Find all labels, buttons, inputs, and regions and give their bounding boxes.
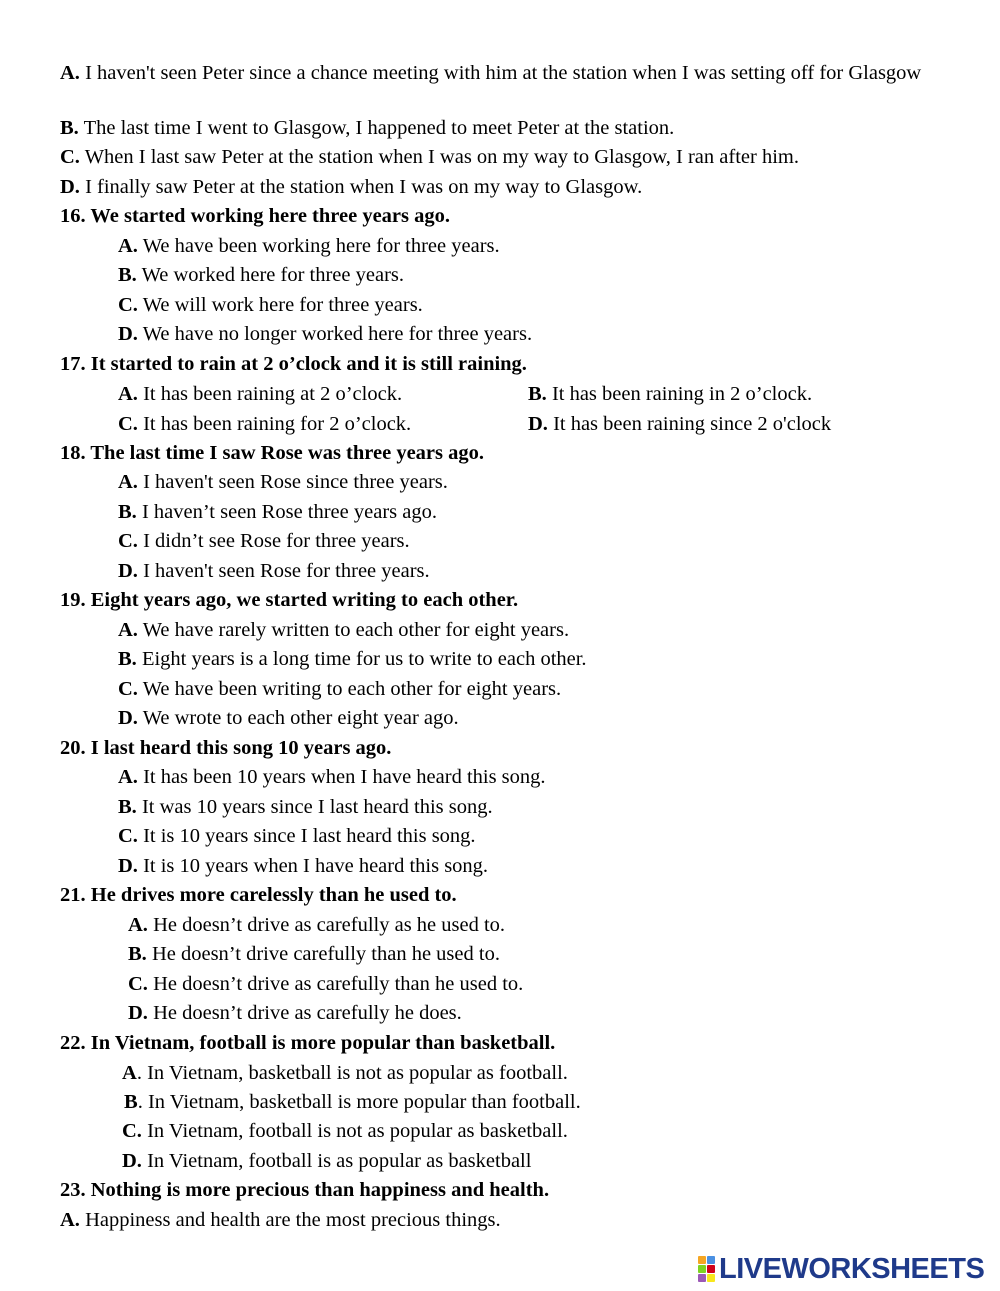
q21-option-b: B. He doesn’t drive carefully than he used to. — [128, 943, 500, 965]
q16-question: 16. We started working here three years ago. — [60, 205, 451, 227]
logo-block — [707, 1274, 715, 1282]
q18-question: 18. The last time I saw Rose was three years ago. — [60, 442, 485, 464]
q23-question: 23. Nothing is more precious than happiness and health. — [60, 1179, 550, 1201]
q17-option-b: B. It has been raining in 2 o’clock. — [528, 383, 813, 405]
logo-block — [698, 1265, 706, 1273]
logo-block — [698, 1274, 706, 1282]
q16-option-d: D. We have no longer worked here for three years. — [118, 323, 533, 345]
q15-option-c: C. When I last saw Peter at the station when I was on my way to Glasgow, I ran after him. — [60, 146, 799, 168]
liveworksheets-logo-icon — [698, 1256, 715, 1282]
q19-option-d: D. We wrote to each other eight year ago. — [118, 707, 459, 729]
q22-question: 22. In Vietnam, football is more popular than basketball. — [60, 1032, 556, 1054]
q22-option-b: B. In Vietnam, basketball is more popular than football. — [124, 1091, 581, 1113]
q18-option-d: D. I haven't seen Rose for three years. — [118, 560, 430, 582]
q20-question: 20. I last heard this song 10 years ago. — [60, 737, 392, 759]
q21-question: 21. He drives more carelessly than he used to. — [60, 884, 457, 906]
q18-option-b: B. I haven’t seen Rose three years ago. — [118, 501, 437, 523]
q16-option-c: C. We will work here for three years. — [118, 294, 423, 316]
q19-option-b: B. Eight years is a long time for us to write to each other. — [118, 648, 587, 670]
q15-option-b: B. The last time I went to Glasgow, I happened to meet Peter at the station. — [60, 117, 675, 139]
q22-option-c: C. In Vietnam, football is not as popular as basketball. — [122, 1120, 568, 1142]
q21-option-a: A. He doesn’t drive as carefully as he used to. — [128, 914, 506, 936]
q20-option-a: A. It has been 10 years when I have heard this song. — [118, 766, 546, 788]
q17-question: 17. It started to rain at 2 o’clock and it is still raining. — [60, 353, 527, 375]
q15-option-d: D. I finally saw Peter at the station when I was on my way to Glasgow. — [60, 176, 643, 198]
liveworksheets-logo-text: LIVEWORKSHEETS — [719, 1252, 985, 1285]
q21-option-c: C. He doesn’t drive as carefully than he used to. — [128, 973, 524, 995]
logo-block — [707, 1265, 715, 1273]
q15-option-a: A. I haven't seen Peter since a chance meeting with him at the station when I was setting off for Glasgow — [60, 62, 922, 84]
q16-option-b: B. We worked here for three years. — [118, 264, 405, 286]
q21-option-d: D. He doesn’t drive as carefully he does. — [128, 1002, 462, 1024]
q19-option-c: C. We have been writing to each other for eight years. — [118, 678, 562, 700]
q18-option-a: A. I haven't seen Rose since three years. — [118, 471, 448, 493]
q20-option-d: D. It is 10 years when I have heard this song. — [118, 855, 489, 877]
q17-option-d: D. It has been raining since 2 o'clock — [528, 413, 832, 435]
q22-option-d: D. In Vietnam, football is as popular as basketball — [122, 1150, 532, 1172]
q17-option-a: A. It has been raining at 2 o’clock. — [118, 383, 403, 405]
q22-option-a: A. In Vietnam, basketball is not as popular as football. — [122, 1062, 568, 1084]
q19-question: 19. Eight years ago, we started writing to each other. — [60, 589, 519, 611]
q17-option-c: C. It has been raining for 2 o’clock. — [118, 413, 412, 435]
logo-block — [698, 1256, 706, 1264]
q23-option-a: A. Happiness and health are the most precious things. — [60, 1209, 501, 1231]
q16-option-a: A. We have been working here for three years. — [118, 235, 500, 257]
liveworksheets-logo — [698, 1254, 984, 1284]
logo-block — [707, 1256, 715, 1264]
q18-option-c: C. I didn’t see Rose for three years. — [118, 530, 410, 552]
q20-option-b: B. It was 10 years since I last heard this song. — [118, 796, 493, 818]
q19-option-a: A. We have rarely written to each other for eight years. — [118, 619, 570, 641]
q20-option-c: C. It is 10 years since I last heard this song. — [118, 825, 476, 847]
